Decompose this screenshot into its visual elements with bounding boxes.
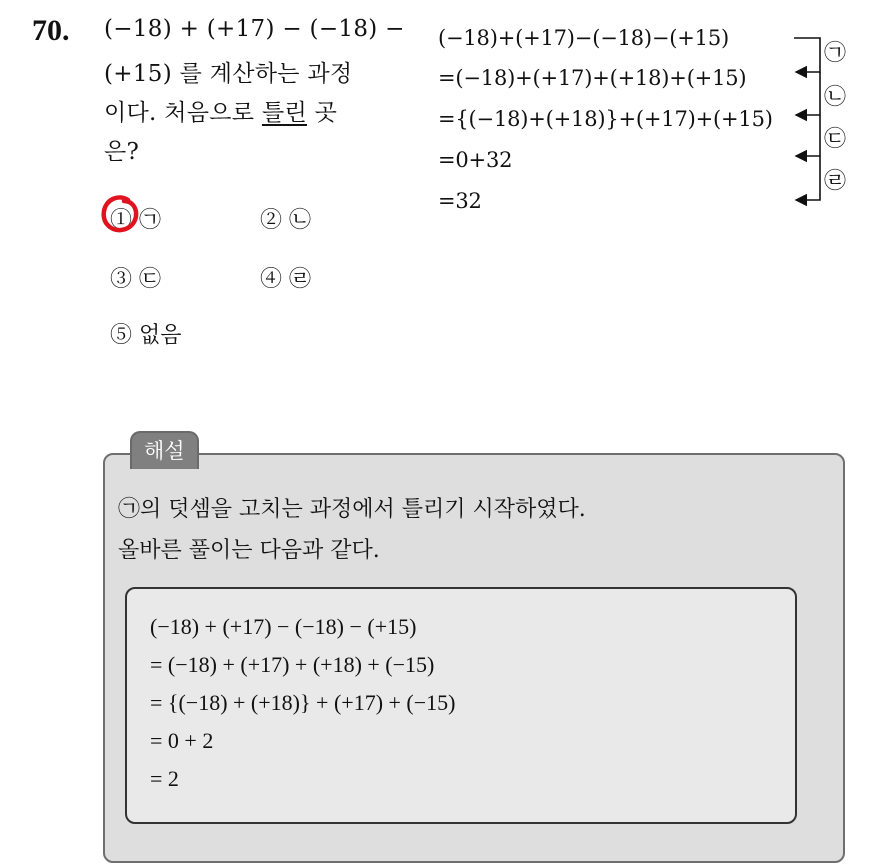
question-line-2: (+15) 를 계산하는 과정	[104, 61, 353, 87]
solution-line-3: = {(−18) + (+18)} + (+17) + (−15)	[150, 690, 456, 715]
marker-d: ㉣	[824, 169, 847, 194]
choice-2[interactable]	[260, 203, 311, 234]
answer-circle-mark	[101, 194, 139, 234]
marker-b: ㉡	[824, 85, 847, 110]
choice-4-label: ㉣	[289, 267, 312, 292]
solution-line-4: = 0 + 2	[150, 728, 214, 753]
choice-1-label: ㉠	[139, 208, 162, 233]
work-line-1: (−18)+(+17)−(−18)−(+15)	[438, 26, 729, 50]
choice-2-label: ㉡	[289, 208, 312, 233]
question-line-1: (−18) + (+17) − (−18) −	[104, 16, 405, 42]
solution-line-2: = (−18) + (+17) + (+18) + (−15)	[150, 652, 435, 677]
question-line-4: 은?	[104, 139, 140, 165]
marker-a: ㉠	[824, 41, 847, 66]
question-line-3-text: 이다. 처음으로	[104, 100, 262, 126]
marker-c: ㉢	[824, 127, 847, 152]
question-line-3-end: 곳	[307, 100, 338, 126]
work-line-2: =(−18)+(+17)+(+18)+(+15)	[438, 66, 747, 90]
choice-5[interactable]	[110, 318, 182, 349]
work-line-5: =32	[438, 189, 482, 213]
choice-3-number: ③	[110, 267, 133, 292]
choice-3[interactable]	[110, 262, 161, 293]
choice-5-number: ⑤	[110, 323, 133, 348]
choice-2-number: ②	[260, 208, 283, 233]
solution-line-1: (−18) + (+17) − (−18) − (+15)	[150, 614, 417, 639]
explanation-line-2: 올바른 풀이는 다음과 같다.	[118, 538, 380, 563]
explanation-line-1: ㉠의 덧셈을 고치는 과정에서 틀리기 시작하였다.	[118, 497, 586, 522]
choice-5-label: 없음	[139, 323, 182, 348]
choice-1-number: ①	[110, 208, 133, 233]
choice-4[interactable]	[260, 262, 311, 293]
solution-line-5: = 2	[150, 766, 179, 791]
question-number: 70.	[32, 14, 70, 47]
question-line-3	[104, 94, 337, 127]
choice-4-number: ④	[260, 267, 283, 292]
choice-3-label: ㉢	[139, 267, 162, 292]
explanation-tab: 해설	[130, 431, 199, 469]
work-line-3: ={(−18)+(+18)}+(+17)+(+15)	[438, 107, 773, 131]
underlined-word: 틀린	[261, 100, 307, 126]
work-line-4: =0+32	[438, 148, 513, 172]
